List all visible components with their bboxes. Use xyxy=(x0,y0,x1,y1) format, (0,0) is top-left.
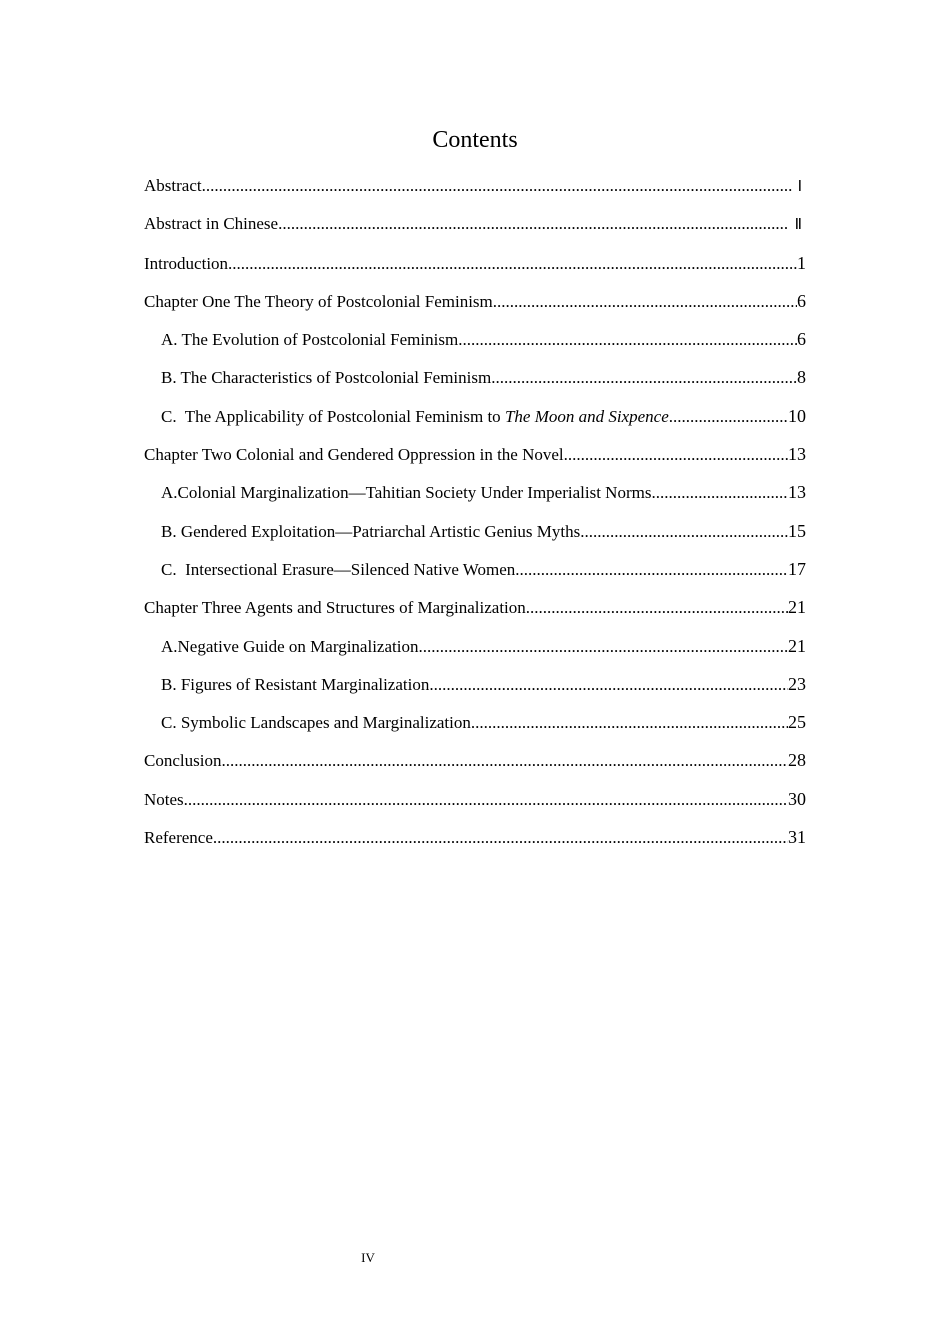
toc-entry-label: B. The Characteristics of Postcolonial Feminism xyxy=(161,368,492,388)
toc-entry-abstract[interactable] xyxy=(144,171,806,209)
toc-entry-chapter-two-b[interactable] xyxy=(144,516,806,554)
toc-entry-page: 15 xyxy=(788,520,806,541)
toc-entry-page: 17 xyxy=(788,558,806,579)
toc-entry-label: Abstract xyxy=(144,176,202,195)
dot-leader xyxy=(526,593,788,623)
dot-leader xyxy=(429,670,788,700)
toc-entry-chapter-two-c[interactable] xyxy=(144,554,806,592)
toc-entry-page: 23 xyxy=(788,673,806,694)
toc-entry-label: Chapter Three Agents and Structures of Marginalization xyxy=(144,598,526,618)
toc-entry-page: 13 xyxy=(788,444,806,465)
table-of-contents xyxy=(144,171,806,860)
toc-entry-reference[interactable] xyxy=(144,822,806,860)
toc-entry-chapter-three[interactable] xyxy=(144,592,806,630)
toc-entry-label: Chapter Two Colonial and Gendered Oppression in the Novel xyxy=(144,445,564,465)
toc-entry-page: 30 xyxy=(788,788,806,809)
toc-entry-page: 28 xyxy=(788,750,806,771)
toc-entry-page: Ⅱ xyxy=(794,215,802,234)
toc-entry-label: A.Colonial Marginalization—Tahitian Society Under Imperialist Norms xyxy=(161,483,652,503)
toc-entry-label: Introduction xyxy=(144,253,229,273)
toc-entry-notes[interactable] xyxy=(144,784,806,822)
toc-entry-label: C. Intersectional Erasure—Silenced Native Women xyxy=(161,559,516,579)
toc-entry-chapter-two[interactable] xyxy=(144,439,806,477)
dot-leader xyxy=(491,363,797,393)
toc-entry-abstract-chinese[interactable] xyxy=(144,209,806,247)
toc-entry-page: 21 xyxy=(788,635,806,656)
toc-entry-page: 1 xyxy=(797,252,806,273)
toc-entry-chapter-three-a[interactable] xyxy=(144,631,806,669)
dot-leader xyxy=(278,209,789,239)
toc-entry-chapter-one[interactable] xyxy=(144,286,806,324)
dot-leader xyxy=(564,440,788,470)
toc-entry-page: Ⅰ xyxy=(797,177,802,195)
dot-leader xyxy=(580,517,788,547)
toc-entry-page: 31 xyxy=(788,827,806,848)
dot-leader xyxy=(418,632,788,662)
toc-entry-label: Conclusion xyxy=(144,751,222,771)
dot-leader xyxy=(471,708,788,738)
toc-entry-page: 21 xyxy=(788,597,806,618)
toc-entry-label: Notes xyxy=(144,789,184,809)
toc-entry-label: A. The Evolution of Postcolonial Feminism xyxy=(161,330,459,350)
toc-entry-chapter-one-b[interactable] xyxy=(144,362,806,400)
page-title: Contents xyxy=(432,127,518,153)
toc-entry-introduction[interactable] xyxy=(144,248,806,286)
dot-leader xyxy=(669,402,788,432)
dot-leader xyxy=(184,785,788,815)
toc-entry-label: B. Gendered Exploitation—Patriarchal Artistic Genius Myths xyxy=(161,521,581,541)
dot-leader xyxy=(221,746,788,776)
toc-entry-label: Chapter One The Theory of Postcolonial Feminism xyxy=(144,291,493,311)
toc-entry-chapter-one-a[interactable] xyxy=(144,324,806,362)
toc-entry-chapter-two-a[interactable] xyxy=(144,477,806,515)
dot-leader xyxy=(458,325,797,355)
toc-entry-label xyxy=(161,402,669,432)
dot-leader xyxy=(651,478,788,508)
dot-leader xyxy=(493,287,797,317)
toc-entry-chapter-three-b[interactable] xyxy=(144,669,806,707)
toc-entry-label: A.Negative Guide on Marginalization xyxy=(161,636,419,656)
toc-entry-page: 6 xyxy=(797,290,806,311)
dot-leader xyxy=(213,823,788,853)
toc-entry-conclusion[interactable] xyxy=(144,745,806,783)
toc-entry-chapter-one-c[interactable] xyxy=(144,401,806,439)
dot-leader xyxy=(202,171,792,201)
toc-entry-label: Reference xyxy=(144,828,213,848)
toc-entry-label-text: C. The Applicability of Postcolonial Feminism to xyxy=(161,406,505,426)
toc-entry-label: B. Figures of Resistant Marginalization xyxy=(161,674,430,694)
toc-entry-page: 25 xyxy=(788,712,806,733)
dot-leader xyxy=(515,555,788,585)
toc-entry-page: 6 xyxy=(797,329,806,350)
toc-entry-chapter-three-c[interactable] xyxy=(144,707,806,745)
toc-entry-page: 10 xyxy=(788,405,806,426)
dot-leader xyxy=(228,249,797,279)
toc-entry-page: 13 xyxy=(788,482,806,503)
book-title: The Moon and Sixpence xyxy=(504,406,669,426)
toc-entry-page: 8 xyxy=(797,367,806,388)
toc-entry-label: Abstract in Chinese xyxy=(144,214,279,234)
toc-entry-label: C. Symbolic Landscapes and Marginalization xyxy=(161,713,471,733)
page-number-footer: IV xyxy=(361,1250,375,1265)
